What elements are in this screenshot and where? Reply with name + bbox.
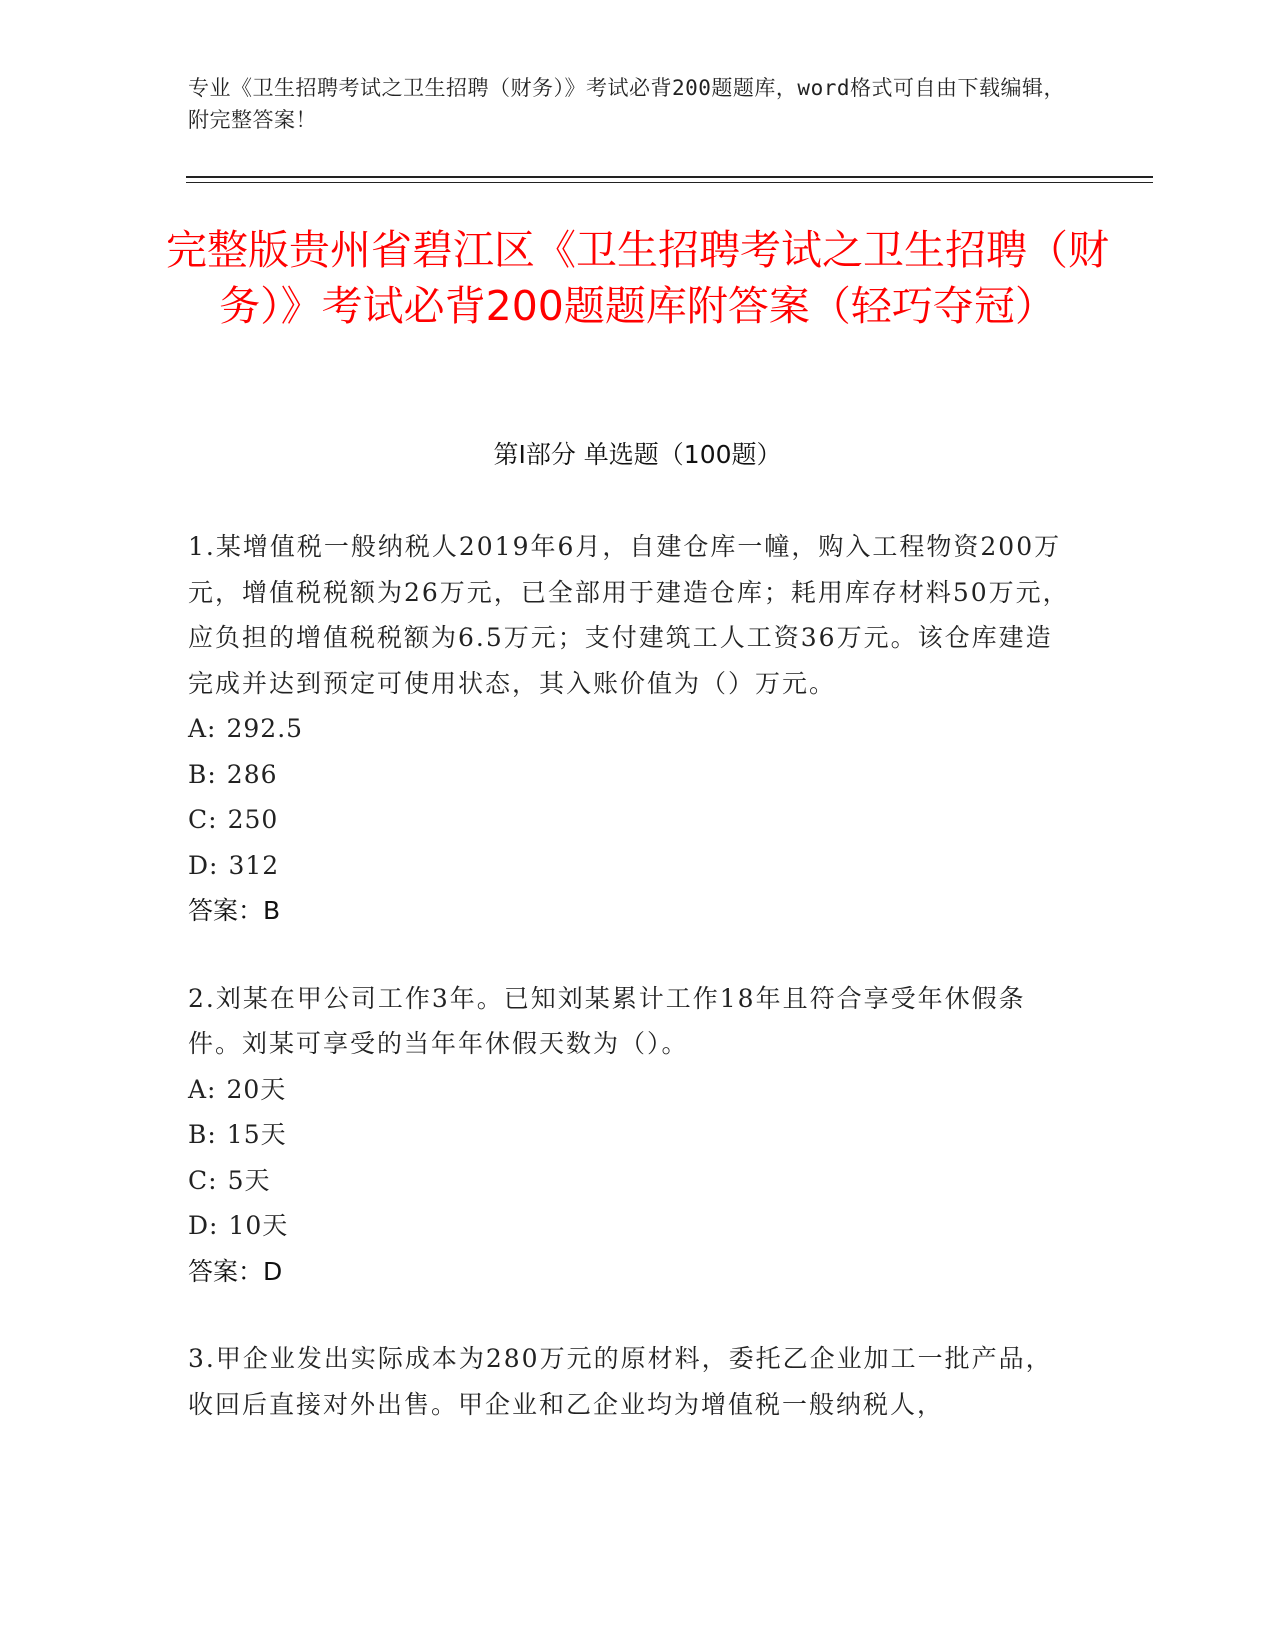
- option-text: 312: [228, 850, 280, 880]
- section-title: 第Ⅰ部分 单选题（100题）: [493, 440, 782, 469]
- question-stem: 2.刘某在甲公司工作3年。已知刘某累计工作18年且符合享受年休假条件。刘某可享受的当年年休假天数为（）。: [188, 983, 1026, 1058]
- option-b: [188, 1112, 1078, 1158]
- option-letter: D:: [188, 850, 219, 880]
- question-1: [188, 524, 1078, 934]
- document-title: 完整版贵州省碧江区《卫生招聘考试之卫生招聘（财务）》考试必背200题题库附答案（轻巧夺冠）: [166, 226, 1109, 330]
- option-letter: A:: [188, 714, 217, 743]
- option-text: 15天: [226, 1120, 287, 1149]
- option-text: 292.5: [226, 714, 304, 743]
- option-b: [188, 752, 1078, 798]
- option-c: [188, 1158, 1078, 1204]
- option-c: [188, 797, 1078, 843]
- option-letter: D:: [188, 1211, 219, 1240]
- option-letter: B:: [188, 759, 217, 789]
- question-list: [188, 524, 1078, 1469]
- question-2: [188, 976, 1078, 1295]
- option-letter: B:: [188, 1120, 217, 1149]
- header-divider-thick: [186, 176, 1153, 178]
- option-a: [188, 1067, 1078, 1113]
- option-text: 286: [226, 759, 278, 789]
- option-letter: A:: [188, 1074, 217, 1104]
- option-letter: C:: [188, 805, 218, 834]
- option-text: 250: [227, 805, 279, 834]
- option-a: [188, 706, 1078, 752]
- answer-line: 答案：D: [188, 1256, 283, 1286]
- question-stem: 1.某增值税一般纳税人2019年6月，自建仓库一幢，购入工程物资200万元，增值税税额为26万元，已全部用于建造仓库；耗用库存材料50万元，应负担的增值税税额为6.5万元；支付建筑工人工资36万元。该仓库建造完成并达到预定可使用状态，其入账价值为（）万元。: [188, 532, 1070, 698]
- option-d: [188, 1203, 1078, 1249]
- header-note: 专业《卫生招聘考试之卫生招聘（财务）》考试必背200题题库，word格式可自由下载编辑，附完整答案！: [188, 76, 1065, 132]
- option-letter: C:: [188, 1165, 218, 1195]
- option-text: 20天: [226, 1074, 287, 1104]
- option-d: [188, 843, 1078, 889]
- option-text: 5天: [227, 1165, 271, 1195]
- question-3: [188, 1336, 1078, 1427]
- question-stem: 3.甲企业发出实际成本为280万元的原材料，委托乙企业加工一批产品，收回后直接对外出售。甲企业和乙企业均为增值税一般纳税人，: [188, 1344, 1053, 1419]
- option-text: 10天: [228, 1211, 289, 1240]
- header-divider-thin: [186, 182, 1153, 183]
- answer-line: 答案：B: [188, 896, 281, 925]
